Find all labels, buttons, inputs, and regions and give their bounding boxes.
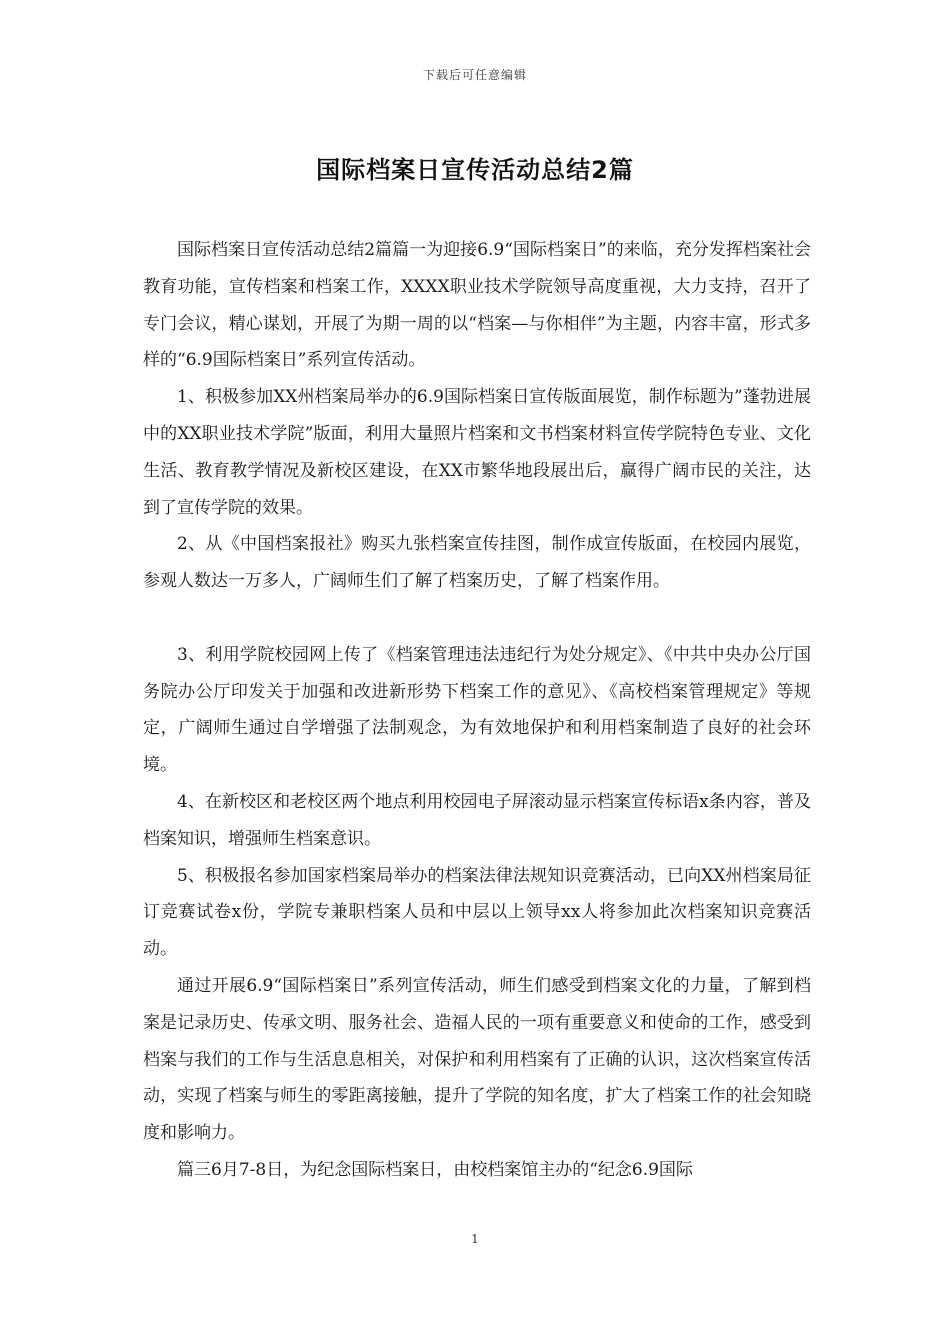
paragraph-conclusion: 通过开展6.9“国际档案日”系列宣传活动，师生们感受到档案文化的力量，了解到档案是记录历史、传承文明、服务社会、造福人民的一项有重要意义和使命的工作，感受到档案与我们的工作与生活息息相关，对保护和利用档案有了正确的认识，这次档案宣传活动，实现了档案与师生的零距离接触，提升了学院的知名度，扩大了档案工作的社会知晓度和影响力。	[143, 975, 811, 1144]
paragraph-item-1: 1、积极参加XX州档案局举办的6.9国际档案日宣传版面展览，制作标题为”蓬勃进展中的XX职业技术学院”版面，利用大量照片档案和文书档案材料宣传学院特色专业、文化生活、教育教学情况及新校区建设，在XX市繁华地段展出后，赢得广阔市民的关注，达到了宣传学院的效果。	[143, 387, 811, 518]
paragraph-item-5: 5、积极报名参加国家档案局举办的档案法律法规知识竞赛活动，已向XX州档案局征订竞赛试卷x份，学院专兼职档案人员和中层以上领导xx人将参加此次档案知识竞赛活动。	[143, 865, 811, 960]
paragraph-part-three: 篇三6月7-8日，为纪念国际档案日，由校档案馆主办的“纪念6.9国际	[177, 1159, 693, 1180]
paragraph-item-3: 3、利用学院校园网上传了《档案管理违法违纪行为处分规定》、《中共中央办公厅国务院办公厅印发关于加强和改进新形势下档案工作的意见》、《高校档案管理规定》等规定，广阔师生通过自学增强了法制观念，为有效地保护和利用档案制造了良好的社会环境。	[143, 644, 811, 776]
paragraph-item-2: 2、从《中国档案报社》购买九张档案宣传挂图，制作成宣传版面，在校园内展览，参观人数达一万多人，广阔师生们了解了档案历史，了解了档案作用。	[143, 534, 811, 592]
document-title: 国际档案日宣传活动总结2篇	[316, 156, 634, 184]
paragraph-intro: 国际档案日宣传活动总结2篇篇一为迎接6.9“国际档案日”的来临，充分发挥档案社会教育功能，宣传档案和档案工作，XXXX职业技术学院领导高度重视，大力支持，召开了专门会议，精心谋划，开展了为期一周的以“档案—与你相伴”为主题，内容丰富，形式多样的“6.9国际档案日”系列宣传活动。	[143, 240, 811, 371]
page-header-note: 下载后可任意编辑	[422, 68, 527, 82]
page-number: 1	[471, 1232, 479, 1246]
paragraph-item-4: 4、在新校区和老校区两个地点利用校园电子屏滚动显示档案宣传标语x条内容，普及档案知识，增强师生档案意识。	[143, 791, 811, 849]
document-body	[143, 232, 811, 1189]
